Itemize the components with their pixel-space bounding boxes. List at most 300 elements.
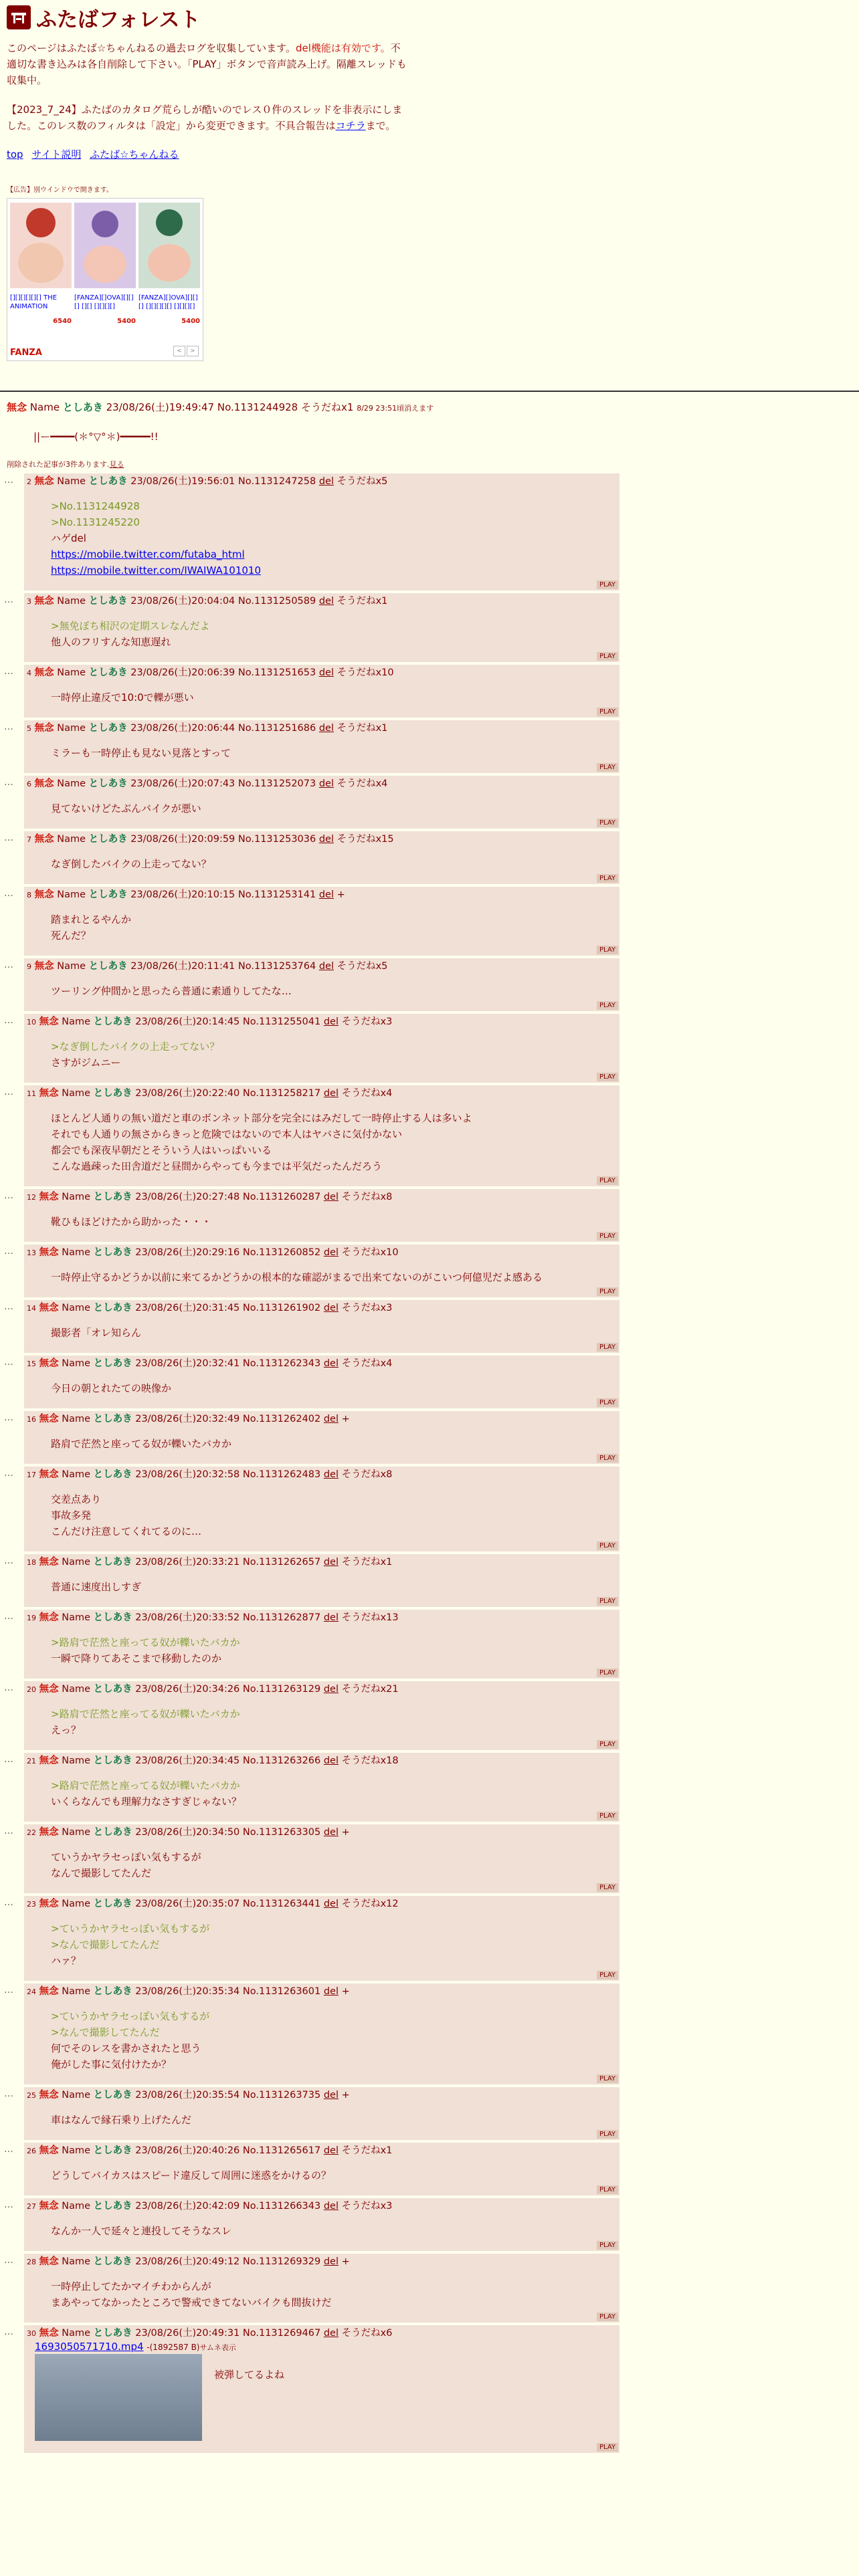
reply-body <box>51 983 617 999</box>
deleted-text: 削除された記事が3件あります. <box>7 460 110 469</box>
reply-name: としあき <box>88 667 128 678</box>
reply-subject: 無念 <box>39 2256 59 2267</box>
reply-name-label: Name <box>62 1358 90 1369</box>
reply-del-button[interactable]: del <box>323 1986 339 1997</box>
reply-menu-icon[interactable]: … <box>4 2327 13 2337</box>
reply-box <box>24 1824 619 1893</box>
reply-name: としあき <box>93 1016 132 1027</box>
ad-thumbnail-image[interactable] <box>74 203 136 288</box>
play-audio-button[interactable]: PLAY <box>597 2443 618 2452</box>
reply-index: 10 <box>27 1018 36 1027</box>
reply-sodane-button[interactable]: + <box>337 889 345 900</box>
op-number[interactable]: No.1131244928 <box>217 401 298 413</box>
reply-del-button[interactable]: del <box>323 1684 339 1695</box>
reply-subject: 無念 <box>34 667 54 678</box>
reply-menu-icon[interactable]: … <box>4 1754 13 1765</box>
reply-number[interactable]: No.1131258217 <box>242 1088 321 1099</box>
op-header <box>7 400 856 415</box>
ad-banner[interactable] <box>7 198 203 361</box>
reply-number[interactable]: No.1131252073 <box>237 778 316 789</box>
reply-menu-icon[interactable]: … <box>4 960 13 970</box>
reply-header <box>27 777 617 791</box>
reply-del-button[interactable]: del <box>318 889 334 900</box>
video-thumbnail-image[interactable] <box>35 2354 202 2441</box>
reply-number[interactable]: No.1131261902 <box>242 1303 321 1313</box>
attachment-thumb-note[interactable]: サムネ表示 <box>199 2343 236 2352</box>
reply-body <box>51 1110 617 1174</box>
reply-index: 19 <box>27 1614 36 1622</box>
reply-number[interactable]: No.1131251686 <box>237 723 316 734</box>
reply-menu-icon[interactable]: … <box>4 2199 13 2210</box>
reply-name-label: Name <box>62 1247 90 1258</box>
ad-price: 5400 <box>117 318 136 325</box>
reply-subject: 無念 <box>39 2328 59 2339</box>
reply-name: としあき <box>93 1414 132 1424</box>
ad-pager <box>173 346 199 356</box>
reply-index: 4 <box>27 669 31 677</box>
reply-subject: 無念 <box>34 596 54 607</box>
reply-number[interactable]: No.1131253036 <box>237 834 316 845</box>
reply-body <box>51 1269 617 1285</box>
reply-del-button[interactable]: del <box>323 2201 339 2212</box>
reply-del-button[interactable]: del <box>323 1469 339 1480</box>
ad-item[interactable] <box>74 203 136 325</box>
reply-menu-icon[interactable]: … <box>4 1412 13 1423</box>
reply-row <box>0 2325 622 2453</box>
reply-menu-icon[interactable]: … <box>4 722 13 732</box>
reply-header <box>27 1826 617 1840</box>
reply-row <box>0 1983 622 2084</box>
reply-box <box>24 1554 619 1607</box>
reply-body <box>51 498 617 578</box>
reply-name-label: Name <box>62 1016 90 1027</box>
reply-menu-icon[interactable]: … <box>4 1301 13 1312</box>
reply-del-button[interactable]: del <box>318 476 334 487</box>
reply-del-button[interactable]: del <box>318 834 334 845</box>
reply-box <box>24 473 619 591</box>
reply-row <box>0 1245 622 1297</box>
reply-name: としあき <box>93 1684 132 1695</box>
reply-del-button[interactable]: del <box>318 961 334 972</box>
reply-number[interactable]: No.1131269467 <box>242 2328 321 2339</box>
play-audio-button[interactable]: PLAY <box>597 2241 618 2250</box>
reply-menu-icon[interactable]: … <box>4 1611 13 1622</box>
reply-name: としあき <box>93 2090 132 2101</box>
reply-menu-icon[interactable]: … <box>4 2144 13 2155</box>
play-audio-button[interactable]: PLAY <box>597 1073 618 1081</box>
reply-del-button[interactable]: del <box>323 1557 339 1568</box>
reply-subject: 無念 <box>39 1827 59 1838</box>
ad-prev-button[interactable]: < <box>173 346 185 356</box>
reply-menu-icon[interactable]: … <box>4 475 13 486</box>
reply-sodane-button[interactable]: そうだねx8 <box>341 1469 393 1480</box>
reply-name: としあき <box>88 889 128 900</box>
notice-end: まで。 <box>365 120 396 132</box>
reply-date: 23/08/26(土)20:27:48 <box>135 1192 240 1202</box>
reply-sodane-button[interactable]: そうだねx10 <box>337 667 394 678</box>
reply-sodane-button[interactable]: そうだねx4 <box>341 1088 393 1099</box>
reply-line: 一瞬で降りてあそこまで移動したのか <box>51 1652 222 1665</box>
reply-number[interactable]: No.1131263601 <box>242 1986 321 1997</box>
reply-date: 23/08/26(土)20:29:16 <box>135 1247 240 1258</box>
play-audio-button[interactable]: PLAY <box>597 2130 618 2139</box>
reply-body <box>51 1778 617 1810</box>
reply-menu-icon[interactable]: … <box>4 1190 13 1201</box>
reply-header <box>27 2144 617 2158</box>
reply-del-button[interactable]: del <box>323 1899 339 1909</box>
reply-name-label: Name <box>62 2256 90 2267</box>
op-body: ||ー━━━━(＊°▽°＊)━━━━━!! <box>33 431 159 443</box>
reply-body <box>51 911 617 944</box>
reply-row <box>0 720 622 773</box>
reply-line: 都会でも深夜早朝だとそういう人はいっぱいいる <box>51 1144 272 1156</box>
reply-body <box>51 745 617 761</box>
reply-index: 27 <box>27 2202 36 2211</box>
reply-number[interactable]: No.1131263129 <box>242 1684 321 1695</box>
reply-del-button[interactable]: del <box>323 1016 339 1027</box>
reply-index: 5 <box>27 724 31 733</box>
reply-del-button[interactable]: del <box>323 1192 339 1202</box>
reply-sodane-button[interactable]: そうだねx5 <box>337 961 388 972</box>
reply-sodane-button[interactable]: そうだねx4 <box>341 1358 393 1369</box>
reply-name: としあき <box>93 1088 132 1099</box>
ad-caption[interactable]: [FANZA][]OVA][][][] [][][][][] [][][][] <box>138 294 198 310</box>
reply-menu-icon[interactable]: … <box>4 666 13 677</box>
reply-number[interactable]: No.1131265617 <box>242 2145 321 2156</box>
play-audio-button[interactable]: PLAY <box>597 2185 618 2194</box>
reply-sodane-button[interactable]: + <box>341 2256 350 2267</box>
reply-header <box>27 666 617 680</box>
reply-del-button[interactable]: del <box>323 1358 339 1369</box>
reply-body <box>51 618 617 650</box>
reply-body <box>51 1921 617 1969</box>
reply-del-button[interactable]: del <box>318 778 334 789</box>
reply-row <box>0 1300 622 1353</box>
reply-name-label: Name <box>62 1557 90 1568</box>
reply-menu-icon[interactable]: … <box>4 1826 13 1836</box>
reply-name-label: Name <box>62 1088 90 1099</box>
reply-del-button[interactable]: del <box>318 667 334 678</box>
reply-name: としあき <box>93 1557 132 1568</box>
nav-top-link[interactable]: top <box>7 148 23 160</box>
reply-url-link[interactable]: https://mobile.twitter.com/futaba_html <box>51 548 245 560</box>
reply-row <box>0 593 622 662</box>
reply-menu-icon[interactable]: … <box>4 595 13 605</box>
play-audio-button[interactable]: PLAY <box>597 1971 618 1979</box>
reply-name-label: Name <box>62 1684 90 1695</box>
reply-body <box>51 2223 617 2239</box>
reply-line: 一時停止守るかどうか以前に来てるかどうかの根本的な確認がまるで出来てないのがこいつ何億児だよ感ある <box>51 1271 543 1283</box>
reply-header <box>27 2088 617 2103</box>
reply-line: 普通に速度出しすぎ <box>51 1581 142 1593</box>
reply-menu-icon[interactable]: … <box>4 2255 13 2266</box>
reply-number[interactable]: No.1131262657 <box>242 1557 321 1568</box>
nav-about-link[interactable]: サイト説明 <box>31 148 82 160</box>
reply-row <box>0 2087 622 2140</box>
reply-name: としあき <box>93 1827 132 1838</box>
reply-del-button[interactable]: del <box>318 723 334 734</box>
reply-number[interactable]: No.1131263735 <box>242 2090 321 2101</box>
reply-header <box>27 1611 617 1625</box>
reply-index: 21 <box>27 1757 36 1765</box>
reply-subject: 無念 <box>34 889 54 900</box>
reply-date: 23/08/26(土)20:14:45 <box>135 1016 240 1027</box>
reply-del-button[interactable]: del <box>318 596 334 607</box>
play-audio-button[interactable]: PLAY <box>597 819 618 827</box>
play-audio-button[interactable]: PLAY <box>597 946 618 954</box>
reply-number[interactable]: No.1131255041 <box>242 1016 321 1027</box>
reply-name-label: Name <box>62 1755 90 1766</box>
reply-row <box>0 1467 622 1551</box>
reply-header <box>27 595 617 609</box>
op-sodane-button[interactable]: そうだねx1 <box>301 401 354 413</box>
reply-row <box>0 2198 622 2251</box>
reply-menu-icon[interactable]: … <box>4 888 13 899</box>
reply-sodane-button[interactable]: そうだねx8 <box>341 1192 393 1202</box>
reply-date: 23/08/26(土)20:34:50 <box>135 1827 240 1838</box>
reply-menu-icon[interactable]: … <box>4 1468 13 1479</box>
reply-index: 24 <box>27 1988 36 1996</box>
reply-name: としあき <box>88 834 128 845</box>
reply-menu-icon[interactable]: … <box>4 1897 13 1908</box>
reply-del-button[interactable]: del <box>323 1827 339 1838</box>
reply-sodane-button[interactable]: + <box>341 1414 350 1424</box>
reply-del-button[interactable]: del <box>323 1414 339 1424</box>
reply-sodane-button[interactable]: そうだねx5 <box>337 476 388 487</box>
reply-del-button[interactable]: del <box>323 2328 339 2339</box>
deleted-show-link[interactable]: 見る <box>109 460 124 469</box>
reply-name: としあき <box>93 2145 132 2156</box>
play-audio-button[interactable]: PLAY <box>597 1001 618 1010</box>
ad-brand-logo[interactable]: FANZA <box>10 348 42 358</box>
reply-menu-icon[interactable]: … <box>4 833 13 843</box>
reply-box <box>24 593 619 662</box>
reply-del-button[interactable]: del <box>323 2090 339 2101</box>
play-audio-button[interactable]: PLAY <box>597 708 618 716</box>
reply-del-button[interactable]: del <box>323 2256 339 2267</box>
reply-sodane-button[interactable]: + <box>341 1986 350 1997</box>
play-audio-button[interactable]: PLAY <box>597 1287 618 1296</box>
reply-number[interactable]: No.1131266343 <box>242 2201 321 2212</box>
reply-line: まあやってなかったところで警戒できてないバイクも間抜けだ <box>51 2296 332 2309</box>
reply-number[interactable]: No.1131263266 <box>242 1755 321 1766</box>
play-audio-button[interactable]: PLAY <box>597 1343 618 1352</box>
reply-del-button[interactable]: del <box>323 2145 339 2156</box>
reply-subject: 無念 <box>34 723 54 734</box>
ad-caption[interactable]: [][][][][][] THE ANIMATION <box>10 294 57 310</box>
play-audio-button[interactable]: PLAY <box>597 1812 618 1820</box>
reply-number[interactable]: No.1131262402 <box>242 1414 321 1424</box>
nav-futaba-link[interactable]: ふたば☆ちゃんねる <box>90 148 179 160</box>
reply-box <box>24 2198 619 2251</box>
play-audio-button[interactable]: PLAY <box>597 1232 618 1241</box>
reply-sodane-button[interactable]: そうだねx1 <box>341 1557 393 1568</box>
reply-number[interactable]: No.1131263305 <box>242 1827 321 1838</box>
reply-subject: 無念 <box>39 2201 59 2212</box>
reply-quote: >なんで撮影してたんだ <box>51 2026 160 2038</box>
reply-quote: >ていうかヤラセっぽい気もするが <box>51 2010 210 2022</box>
reply-name-label: Name <box>62 1414 90 1424</box>
reply-body <box>51 1436 617 1452</box>
reply-header <box>27 1246 617 1260</box>
play-audio-button[interactable]: PLAY <box>597 2074 618 2083</box>
reply-menu-icon[interactable]: … <box>4 1015 13 1026</box>
reply-body <box>51 1634 617 1667</box>
reply-menu-icon[interactable]: … <box>4 1357 13 1368</box>
reply-sodane-button[interactable]: そうだねx1 <box>341 2145 393 2156</box>
reply-header <box>27 1190 617 1204</box>
play-audio-button[interactable]: PLAY <box>597 1669 618 1677</box>
reply-number[interactable]: No.1131262343 <box>242 1358 321 1369</box>
ad-caption[interactable]: [FANZA][]OVA][][][] [][] [][][][] <box>74 294 134 310</box>
reply-sodane-button[interactable]: そうだねx3 <box>341 1016 393 1027</box>
reply-line: ていうかヤラセっぽい気もするが <box>51 1851 201 1863</box>
play-audio-button[interactable]: PLAY <box>597 874 618 883</box>
reply-row <box>0 1189 622 1242</box>
reply-sodane-button[interactable]: そうだねx21 <box>341 1684 399 1695</box>
play-audio-button[interactable]: PLAY <box>597 1398 618 1407</box>
op-date: 23/08/26(土)19:49:47 <box>106 401 215 413</box>
reply-quote: >路肩で茫然と座ってる奴が轢いたバカか <box>51 1780 240 1792</box>
ad-thumbnail-image[interactable] <box>10 203 72 288</box>
reply-sodane-button[interactable]: そうだねx1 <box>337 723 388 734</box>
ad-next-button[interactable]: > <box>187 346 199 356</box>
reply-number[interactable]: No.1131247258 <box>237 476 316 487</box>
play-audio-button[interactable]: PLAY <box>597 763 618 772</box>
play-audio-button[interactable]: PLAY <box>597 1883 618 1892</box>
reply-number[interactable]: No.1131263441 <box>242 1899 321 1909</box>
play-audio-button[interactable]: PLAY <box>597 1597 618 1606</box>
op-name-label: Name <box>29 401 60 413</box>
reply-row <box>0 2143 622 2195</box>
reply-index: 14 <box>27 1304 36 1313</box>
reply-subject: 無念 <box>39 1986 59 1997</box>
reply-sodane-button[interactable]: そうだねx1 <box>337 596 388 607</box>
reply-name-label: Name <box>62 1469 90 1480</box>
reply-name: としあき <box>93 2201 132 2212</box>
reply-sodane-button[interactable]: そうだねx3 <box>341 1303 393 1313</box>
reply-line: 踏まれとるやんか <box>51 914 132 926</box>
reply-menu-icon[interactable]: … <box>4 1555 13 1566</box>
reply-sodane-button[interactable]: そうだねx12 <box>341 1899 399 1909</box>
site-logo-icon <box>7 5 31 29</box>
reply-body <box>51 1579 617 1595</box>
reply-box <box>24 1983 619 2084</box>
reply-sodane-button[interactable]: そうだねx10 <box>341 1247 399 1258</box>
reply-line: 死んだ？ <box>51 930 92 942</box>
reply-del-button[interactable]: del <box>323 1612 339 1623</box>
reply-subject: 無念 <box>39 1469 59 1480</box>
nav-links <box>7 147 852 161</box>
reply-box <box>24 1467 619 1551</box>
reply-sodane-button[interactable]: そうだねx3 <box>341 2201 393 2212</box>
play-audio-button[interactable]: PLAY <box>597 1740 618 1749</box>
reply-url-link[interactable]: https://mobile.twitter.com/IWAIWA101010 <box>51 564 262 576</box>
reply-menu-icon[interactable]: … <box>4 1985 13 1996</box>
report-link[interactable]: コチラ <box>335 120 366 132</box>
reply-sodane-button[interactable]: そうだねx13 <box>341 1612 399 1623</box>
reply-row <box>0 831 622 884</box>
attachment-file-link[interactable]: 1693050571710.mp4 <box>35 2341 144 2353</box>
reply-line: 見てないけどたぶんバイクが悪い <box>51 802 201 815</box>
reply-line: それでも人通りの無さからきっと危険ではないので本人はヤバさに気付かない <box>51 1128 403 1140</box>
reply-menu-icon[interactable]: … <box>4 1087 13 1097</box>
reply-del-button[interactable]: del <box>323 1303 339 1313</box>
play-audio-button[interactable]: PLAY <box>597 1454 618 1463</box>
reply-box <box>24 2325 619 2453</box>
reply-subject: 無念 <box>39 1088 59 1099</box>
reply-date: 23/08/26(土)20:06:44 <box>130 723 235 734</box>
reply-sodane-button[interactable]: そうだねx18 <box>341 1755 399 1766</box>
reply-header <box>27 1412 617 1426</box>
reply-number[interactable]: No.1131260287 <box>242 1192 321 1202</box>
reply-quote: >無免ぼち相沢の定期スレなんだよ <box>51 620 210 632</box>
reply-row <box>0 1554 622 1607</box>
reply-sodane-button[interactable]: そうだねx6 <box>341 2328 393 2339</box>
reply-index: 26 <box>27 2147 36 2155</box>
reply-subject: 無念 <box>34 476 54 487</box>
reply-line: いくらなんでも理解力なさすぎじゃない？ <box>51 1796 242 1808</box>
ad-thumbnail-image[interactable] <box>138 203 200 288</box>
reply-menu-icon[interactable]: … <box>4 777 13 788</box>
reply-box <box>24 1681 619 1750</box>
play-audio-button[interactable]: PLAY <box>597 652 618 661</box>
reply-menu-icon[interactable]: … <box>4 1246 13 1257</box>
ad-item[interactable] <box>10 203 72 325</box>
play-audio-button[interactable]: PLAY <box>597 2313 618 2321</box>
reply-number[interactable]: No.1131269329 <box>242 2256 321 2267</box>
reply-date: 23/08/26(土)20:22:40 <box>135 1088 240 1099</box>
play-audio-button[interactable]: PLAY <box>597 1176 618 1185</box>
play-audio-button[interactable]: PLAY <box>597 1541 618 1550</box>
reply-number[interactable]: No.1131253141 <box>237 889 316 900</box>
reply-date: 23/08/26(土)20:09:59 <box>130 834 235 845</box>
reply-date: 23/08/26(土)20:35:07 <box>135 1899 240 1909</box>
reply-name: としあき <box>93 1247 132 1258</box>
reply-menu-icon[interactable]: … <box>4 1683 13 1693</box>
reply-box <box>24 665 619 718</box>
reply-line: 今日の朝とれたての映像か <box>51 1382 172 1394</box>
reply-del-button[interactable]: del <box>323 1247 339 1258</box>
reply-del-button[interactable]: del <box>323 1755 339 1766</box>
reply-body <box>51 2167 617 2183</box>
reply-menu-icon[interactable]: … <box>4 2088 13 2099</box>
reply-date: 23/08/26(土)20:31:45 <box>135 1303 240 1313</box>
reply-sodane-button[interactable]: そうだねx4 <box>337 778 388 789</box>
reply-sodane-button[interactable]: そうだねx15 <box>337 834 394 845</box>
reply-sodane-button[interactable]: + <box>341 1827 350 1838</box>
reply-number[interactable]: No.1131251653 <box>237 667 316 678</box>
reply-sodane-button[interactable]: + <box>341 2090 350 2101</box>
reply-subject: 無念 <box>34 961 54 972</box>
reply-date: 23/08/26(土)20:49:31 <box>135 2328 240 2339</box>
reply-line: ハァ？ <box>51 1955 82 1967</box>
reply-number[interactable]: No.1131253764 <box>237 961 316 972</box>
reply-header <box>27 1985 617 1999</box>
reply-name: としあき <box>93 1358 132 1369</box>
play-audio-button[interactable]: PLAY <box>597 580 618 589</box>
reply-number[interactable]: No.1131260852 <box>242 1247 321 1258</box>
ad-item[interactable] <box>138 203 200 325</box>
reply-number[interactable]: No.1131262877 <box>242 1612 321 1623</box>
reply-number[interactable]: No.1131262483 <box>242 1469 321 1480</box>
reply-index: 28 <box>27 2258 36 2266</box>
reply-number[interactable]: No.1131250589 <box>237 596 316 607</box>
reply-del-button[interactable]: del <box>323 1088 339 1099</box>
reply-header <box>27 1555 617 1570</box>
reply-box <box>24 831 619 884</box>
reply-name-label: Name <box>57 834 86 845</box>
